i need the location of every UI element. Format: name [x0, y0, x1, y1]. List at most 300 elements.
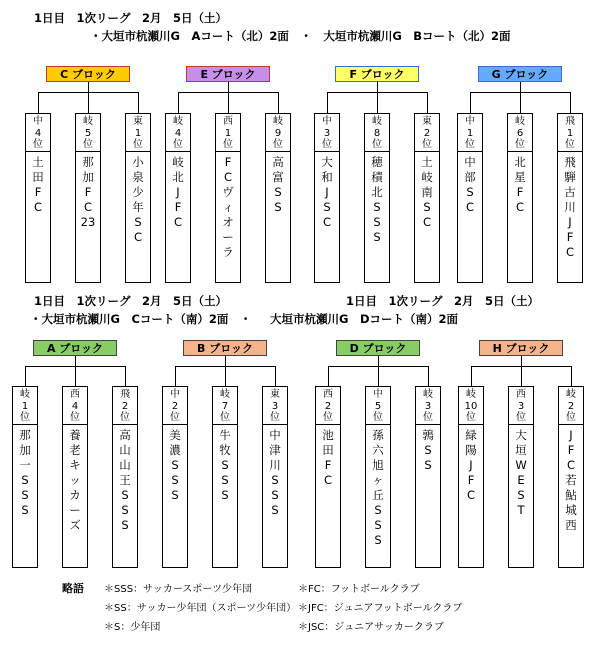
team-rank [163, 387, 187, 425]
team-rank [213, 387, 237, 425]
vertical-char: 位 [173, 139, 183, 150]
vertical-char: F [467, 473, 475, 487]
vertical-char: 3 [323, 127, 331, 139]
tree-stem [520, 82, 521, 92]
team-box [458, 386, 484, 568]
vertical-char: C [133, 230, 143, 244]
vertical-char: 池 [322, 428, 334, 442]
vertical-char: 4 [34, 127, 42, 139]
vertical-char: 2 [423, 127, 431, 139]
legend-item: ＊SSS：サッカースポーツ少年団 [104, 584, 252, 595]
tree-drop [278, 92, 279, 113]
vertical-char: 中 [465, 116, 475, 127]
tree-drop [228, 92, 229, 113]
vertical-char: 牛 [219, 428, 231, 442]
vertical-char: F [84, 185, 92, 199]
tree-drop [275, 366, 276, 386]
team-rank [559, 387, 583, 425]
vertical-char: 大 [321, 155, 333, 169]
vertical-char: 岐 [20, 389, 30, 400]
vertical-char: 穂 [371, 155, 383, 169]
top-header-line1: 1日目 1次リーグ 2月 5日（土） [34, 11, 228, 25]
tree-stem [377, 82, 378, 92]
vertical-char: 高 [272, 155, 284, 169]
block-label: B ブロック [183, 340, 267, 356]
team-rank [166, 114, 190, 152]
vertical-char: S [274, 185, 282, 199]
vertical-char: 位 [273, 139, 283, 150]
vertical-char: 岐 [173, 116, 183, 127]
vertical-char: 1 [134, 127, 142, 139]
tree-drop [521, 366, 522, 386]
vertical-char: 中 [322, 116, 332, 127]
vertical-char: 西 [516, 389, 526, 400]
vertical-char: 川 [269, 458, 281, 472]
team-name [459, 425, 483, 503]
team-name [508, 152, 532, 215]
legend-item: ＊SS：サッカー少年団（スポーツ少年団） [104, 603, 297, 614]
team-box [507, 113, 533, 283]
vertical-char: S [21, 473, 29, 487]
vertical-char: 1 [566, 127, 574, 139]
block-label: C ブロック [46, 66, 130, 82]
vertical-char: 岐 [273, 116, 283, 127]
vertical-char: W [515, 458, 527, 472]
vertical-char: 中 [33, 116, 43, 127]
vertical-char: S [121, 503, 129, 517]
vertical-char: 若 [565, 473, 577, 487]
team-rank [316, 387, 340, 425]
vertical-char: 岐 [220, 389, 230, 400]
vertical-char: S [271, 503, 279, 517]
vertical-char: S [466, 185, 474, 199]
team-name [113, 425, 137, 533]
vertical-char: S [323, 200, 331, 214]
vertical-char: 中 [464, 155, 476, 169]
vertical-char: S [274, 200, 282, 214]
team-box [415, 386, 441, 568]
team-name [13, 425, 37, 518]
vertical-char: 鶉 [422, 428, 434, 442]
team-name [63, 425, 87, 533]
vertical-char: 岐 [372, 116, 382, 127]
vertical-char: 位 [220, 412, 230, 423]
team-box [62, 386, 88, 568]
vertical-char: S [374, 503, 382, 517]
vertical-char: 9 [274, 127, 282, 139]
team-rank [508, 114, 532, 152]
vertical-char: 3 [271, 400, 279, 412]
vertical-char: カ [69, 488, 81, 502]
team-box [365, 386, 391, 568]
vertical-char: 5 [374, 400, 382, 412]
vertical-char: S [271, 488, 279, 502]
vertical-char: 西 [323, 389, 333, 400]
team-rank [458, 114, 482, 152]
team-name [559, 425, 583, 533]
team-box [12, 386, 38, 568]
team-rank [415, 114, 439, 152]
vertical-char: 星 [514, 170, 526, 184]
vertical-char: 一 [19, 458, 31, 472]
team-box [165, 113, 191, 283]
vertical-char: 北 [371, 185, 383, 199]
vertical-char: S [134, 215, 142, 229]
vertical-char: 田 [322, 443, 334, 457]
tree-drop [470, 92, 471, 113]
vertical-char: 7 [221, 400, 229, 412]
vertical-char: 23 [80, 215, 96, 229]
mid-header-right-line1: 1日目 1次リーグ 2月 5日（土） [346, 294, 540, 308]
vertical-char: S [171, 458, 179, 472]
team-rank [126, 114, 150, 152]
vertical-char: 位 [323, 412, 333, 423]
vertical-char: ヶ [372, 473, 384, 487]
vertical-char: 位 [565, 139, 575, 150]
team-box [262, 386, 288, 568]
vertical-char: C [566, 458, 576, 472]
vertical-char: C [515, 200, 525, 214]
vertical-char: 位 [270, 412, 280, 423]
vertical-char: C [465, 200, 475, 214]
vertical-char: 富 [272, 170, 284, 184]
vertical-char: 積 [371, 170, 383, 184]
vertical-char: 北 [172, 170, 184, 184]
vertical-char: 六 [372, 443, 384, 457]
vertical-char: 垣 [515, 443, 527, 457]
vertical-char: J [176, 185, 180, 199]
vertical-char: 飛 [120, 389, 130, 400]
vertical-char: 位 [465, 139, 475, 150]
vertical-char: C [323, 473, 333, 487]
tree-drop [75, 366, 76, 386]
team-rank [263, 387, 287, 425]
team-box [125, 113, 151, 283]
vertical-char: F [567, 443, 575, 457]
top-header-line2: ・大垣市杭瀬川G Aコート（北）2面 ・ 大垣市杭瀬川G Bコート（北）2面 [90, 29, 511, 43]
team-box [25, 113, 51, 283]
vertical-char: S [21, 503, 29, 517]
vertical-char: ッ [69, 473, 81, 487]
team-box [558, 386, 584, 568]
legend-item: ＊FC：フットボールクラブ [298, 584, 420, 595]
tree-drop [125, 366, 126, 386]
vertical-char: 位 [70, 412, 80, 423]
vertical-char: C [223, 170, 233, 184]
tree-drop [520, 92, 521, 113]
vertical-char: ー [222, 230, 234, 244]
vertical-char: 5 [84, 127, 92, 139]
team-rank [365, 114, 389, 152]
vertical-char: C [466, 488, 476, 502]
vertical-char: F [324, 458, 332, 472]
vertical-char: 土 [421, 155, 433, 169]
team-name [416, 425, 440, 473]
vertical-char: 北 [514, 155, 526, 169]
tree-stem [88, 82, 89, 92]
vertical-char: 位 [372, 139, 382, 150]
vertical-char: 3 [517, 400, 525, 412]
vertical-char: ヴ [222, 185, 234, 199]
vertical-char: 城 [565, 503, 577, 517]
vertical-char: 年 [132, 200, 144, 214]
team-rank [26, 114, 50, 152]
vertical-char: 2 [324, 400, 332, 412]
vertical-char: S [373, 215, 381, 229]
vertical-char: S [121, 518, 129, 532]
tree-drop [327, 92, 328, 113]
vertical-char: 小 [132, 155, 144, 169]
team-rank [558, 114, 582, 152]
team-rank [216, 114, 240, 152]
vertical-char: 高 [119, 428, 131, 442]
vertical-char: S [221, 488, 229, 502]
legend-item: ＊S：少年団 [104, 622, 161, 633]
vertical-char: 西 [565, 518, 577, 532]
team-name [558, 152, 582, 260]
team-name [366, 425, 390, 548]
team-rank [76, 114, 100, 152]
vertical-char: S [121, 488, 129, 502]
legend-title: 略語 [62, 582, 84, 595]
tree-drop [570, 92, 571, 113]
vertical-char: S [374, 533, 382, 547]
vertical-char: 位 [120, 412, 130, 423]
vertical-char: 鮎 [565, 488, 577, 502]
tree-drop [377, 92, 378, 113]
vertical-char: 位 [516, 412, 526, 423]
vertical-char: 位 [466, 412, 476, 423]
vertical-char: 岐 [83, 116, 93, 127]
vertical-char: 和 [321, 170, 333, 184]
vertical-char: J [325, 185, 329, 199]
vertical-char: 4 [71, 400, 79, 412]
vertical-char: F [516, 185, 524, 199]
team-rank [63, 387, 87, 425]
team-box [212, 386, 238, 568]
vertical-char: 那 [82, 155, 94, 169]
team-name [266, 152, 290, 215]
vertical-char: 少 [132, 185, 144, 199]
tree-drop [175, 366, 176, 386]
team-box [315, 386, 341, 568]
vertical-char: 東 [270, 389, 280, 400]
vertical-char: 2 [171, 400, 179, 412]
vertical-char: 中 [269, 428, 281, 442]
tree-drop [25, 366, 26, 386]
block-label: D ブロック [336, 340, 420, 356]
team-box [112, 386, 138, 568]
block-label: H ブロック [479, 340, 563, 356]
vertical-char: 老 [69, 443, 81, 457]
vertical-char: F [34, 185, 42, 199]
vertical-char: F [566, 230, 574, 244]
vertical-char: 古 [564, 185, 576, 199]
vertical-char: 位 [170, 412, 180, 423]
vertical-char: 位 [423, 412, 433, 423]
vertical-char: 10 [464, 400, 478, 412]
team-name [458, 152, 482, 215]
block-label: F ブロック [335, 66, 419, 82]
vertical-char: 位 [373, 412, 383, 423]
team-name [509, 425, 533, 518]
vertical-char: C [422, 215, 432, 229]
vertical-char: 陽 [465, 443, 477, 457]
vertical-char: 加 [19, 443, 31, 457]
vertical-char: S [171, 488, 179, 502]
vertical-char: 旭 [372, 458, 384, 472]
tree-drop [225, 366, 226, 386]
vertical-char: 岐 [466, 389, 476, 400]
mid-header-left-line1: 1日目 1次リーグ 2月 5日（土） [34, 294, 228, 308]
vertical-char: 8 [373, 127, 381, 139]
team-name [163, 425, 187, 503]
team-name [315, 152, 339, 230]
vertical-char: 1 [224, 127, 232, 139]
team-box [557, 113, 583, 283]
tree-drop [38, 92, 39, 113]
tree-drop [428, 366, 429, 386]
vertical-char: 西 [70, 389, 80, 400]
tree-drop [427, 92, 428, 113]
vertical-char: オ [222, 215, 234, 229]
vertical-char: C [33, 200, 43, 214]
vertical-char: 位 [133, 139, 143, 150]
vertical-char: J [569, 428, 573, 442]
vertical-char: 位 [566, 412, 576, 423]
vertical-char: 美 [169, 428, 181, 442]
vertical-char: 1 [21, 400, 29, 412]
vertical-char: S [424, 458, 432, 472]
team-rank [366, 387, 390, 425]
vertical-char: 山 [119, 443, 131, 457]
team-box [364, 113, 390, 283]
vertical-char: 6 [516, 127, 524, 139]
team-rank [13, 387, 37, 425]
vertical-char: S [374, 518, 382, 532]
tree-drop [138, 92, 139, 113]
team-rank [266, 114, 290, 152]
vertical-char: 土 [32, 155, 44, 169]
team-box [457, 113, 483, 283]
vertical-char: 岐 [566, 389, 576, 400]
vertical-char: 位 [223, 139, 233, 150]
block-label: A ブロック [33, 340, 117, 356]
team-box [75, 113, 101, 283]
tree-drop [88, 92, 89, 113]
team-rank [315, 114, 339, 152]
vertical-char: 川 [564, 200, 576, 214]
team-box [314, 113, 340, 283]
vertical-char: 丘 [372, 488, 384, 502]
vertical-char: S [271, 473, 279, 487]
tree-drop [471, 366, 472, 386]
vertical-char: 牧 [219, 443, 231, 457]
legend-item: ＊JFC：ジュニアフットボールクラブ [298, 603, 463, 614]
team-rank [509, 387, 533, 425]
vertical-char: T [517, 503, 525, 517]
mid-header-right-line2: 大垣市杭瀬川G Dコート（南）2面 [270, 312, 458, 326]
vertical-char: 養 [69, 428, 81, 442]
team-name [213, 425, 237, 503]
vertical-char: S [171, 473, 179, 487]
tree-drop [571, 366, 572, 386]
team-name [126, 152, 150, 245]
block-label: G ブロック [478, 66, 562, 82]
vertical-char: 騨 [564, 170, 576, 184]
vertical-char: 田 [32, 170, 44, 184]
vertical-char: S [221, 473, 229, 487]
vertical-char: 3 [424, 400, 432, 412]
vertical-char: S [221, 458, 229, 472]
vertical-char: 岐 [421, 170, 433, 184]
vertical-char: 中 [373, 389, 383, 400]
team-rank [459, 387, 483, 425]
vertical-char: F [224, 155, 232, 169]
team-name [365, 152, 389, 245]
tree-stem [378, 356, 379, 366]
vertical-char: 飛 [565, 116, 575, 127]
vertical-char: 加 [82, 170, 94, 184]
team-name [76, 152, 100, 230]
team-rank [416, 387, 440, 425]
vertical-char: 南 [421, 185, 433, 199]
tree-drop [178, 92, 179, 113]
vertical-char: 位 [33, 139, 43, 150]
vertical-char: 2 [121, 400, 129, 412]
vertical-char: S [373, 200, 381, 214]
vertical-char: 部 [464, 170, 476, 184]
vertical-char: S [517, 488, 525, 502]
vertical-char: F [174, 200, 182, 214]
team-name [415, 152, 439, 230]
team-name [166, 152, 190, 230]
vertical-char: J [469, 458, 473, 472]
vertical-char: 岐 [515, 116, 525, 127]
vertical-char: 濃 [169, 443, 181, 457]
vertical-char: 津 [269, 443, 281, 457]
team-rank [113, 387, 137, 425]
vertical-char: 位 [322, 139, 332, 150]
vertical-char: S [424, 443, 432, 457]
vertical-char: 位 [515, 139, 525, 150]
vertical-char: 東 [133, 116, 143, 127]
vertical-char: S [373, 230, 381, 244]
vertical-char: C [322, 215, 332, 229]
tree-drop [328, 366, 329, 386]
vertical-char: ラ [222, 245, 234, 259]
vertical-char: 那 [19, 428, 31, 442]
tree-stem [521, 356, 522, 366]
vertical-char: 4 [174, 127, 182, 139]
vertical-char: 飛 [564, 155, 576, 169]
vertical-char: 大 [515, 428, 527, 442]
team-box [508, 386, 534, 568]
vertical-char: 孫 [372, 428, 384, 442]
tree-drop [378, 366, 379, 386]
tree-stem [228, 82, 229, 92]
vertical-char: 岐 [423, 389, 433, 400]
team-name [263, 425, 287, 518]
team-name [26, 152, 50, 215]
vertical-char: 泉 [132, 170, 144, 184]
tree-stem [225, 356, 226, 366]
vertical-char: 中 [170, 389, 180, 400]
team-box [265, 113, 291, 283]
vertical-char: 山 [119, 458, 131, 472]
vertical-char: E [517, 473, 525, 487]
vertical-char: ィ [222, 200, 234, 214]
